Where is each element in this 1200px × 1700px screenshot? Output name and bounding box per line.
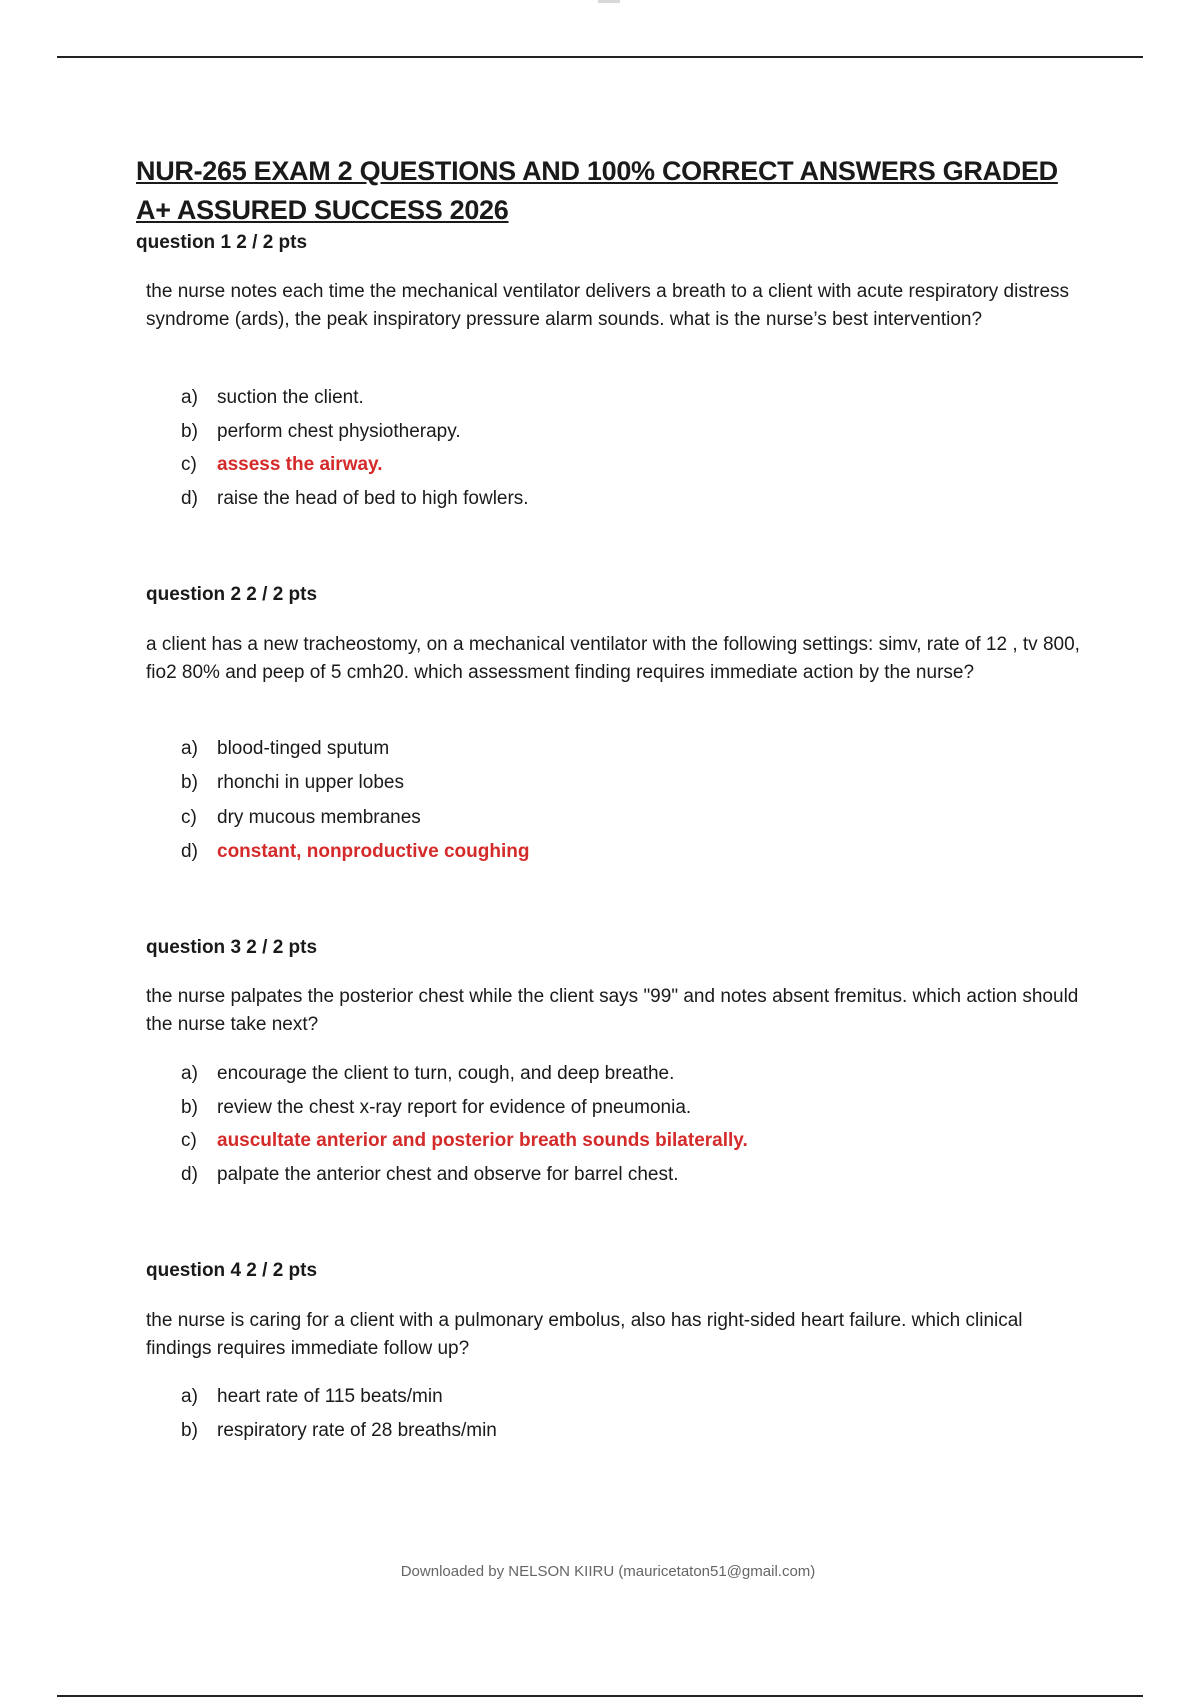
- option-text: encourage the client to turn, cough, and deep breathe.: [217, 1063, 675, 1084]
- option-text: palpate the anterior chest and observe for barrel chest.: [217, 1164, 679, 1185]
- question-2-score: question 2 2 / 2 pts: [146, 584, 318, 605]
- question-3-score: question 3 2 / 2 pts: [146, 937, 318, 958]
- title-line-1: NUR-265 EXAM 2 QUESTIONS AND 100% CORRECT ANSWERS GRADED: [136, 156, 1058, 186]
- option-letter: a): [181, 387, 198, 408]
- option-letter: a): [181, 738, 198, 759]
- option-letter: c): [181, 807, 197, 828]
- question-3-text: the nurse palpates the posterior chest while the client says "99" and notes absent fremitus. which action should the nurse take next?: [146, 986, 1079, 1035]
- option-text: review the chest x-ray report for evidence of pneumonia.: [217, 1097, 692, 1118]
- option-letter: b): [181, 421, 198, 442]
- option-text: suction the client.: [217, 387, 364, 408]
- question-4-text: the nurse is caring for a client with a pulmonary embolus, also has right-sided heart failure. which clinical findings requires immediate follow up?: [146, 1310, 1023, 1359]
- question-1-score: question 1 2 / 2 pts: [136, 232, 308, 253]
- option-letter: c): [181, 1130, 197, 1151]
- question-1-text: the nurse notes each time the mechanical ventilator delivers a breath to a client with acute respiratory distress syndrome (ards), the peak inspiratory pressure alarm sounds. what is the nurse’s best intervention?: [146, 281, 1070, 330]
- download-footer: Downloaded by NELSON KIIRU (mauricetaton51@gmail.com): [400, 1563, 816, 1580]
- option-text: rhonchi in upper lobes: [217, 772, 404, 793]
- option-text: raise the head of bed to high fowlers.: [217, 488, 529, 509]
- option-letter: b): [181, 1097, 198, 1118]
- option-letter: c): [181, 454, 197, 475]
- option-letter: d): [181, 1164, 198, 1185]
- top-page-mark: [598, 0, 620, 3]
- option-letter: d): [181, 488, 198, 509]
- option-text: respiratory rate of 28 breaths/min: [217, 1420, 497, 1441]
- option-text: perform chest physiotherapy.: [217, 421, 461, 442]
- option-text: heart rate of 115 beats/min: [217, 1386, 443, 1407]
- question-2-text: a client has a new tracheostomy, on a mechanical ventilator with the following settings: simv, rate of 12 , tv 800, fio2 80% and peep of 5 cmh20. which assessment finding requires immediate action by the nurse?: [146, 634, 1080, 683]
- option-letter: b): [181, 1420, 198, 1441]
- correct-answer-text: auscultate anterior and posterior breath sounds bilaterally.: [217, 1130, 748, 1151]
- option-text: blood-tinged sputum: [217, 738, 390, 759]
- question-4-score: question 4 2 / 2 pts: [146, 1260, 318, 1281]
- header-divider: [57, 56, 1143, 58]
- correct-answer-text: constant, nonproductive coughing: [217, 841, 530, 862]
- option-text: dry mucous membranes: [217, 807, 421, 828]
- option-letter: b): [181, 772, 198, 793]
- document-title: [136, 152, 1096, 230]
- correct-answer-text: assess the airway.: [217, 454, 383, 475]
- option-letter: a): [181, 1063, 198, 1084]
- footer-divider: [57, 1695, 1143, 1697]
- option-letter: a): [181, 1386, 198, 1407]
- title-line-2: A+ ASSURED SUCCESS 2026: [136, 195, 509, 225]
- option-letter: d): [181, 841, 198, 862]
